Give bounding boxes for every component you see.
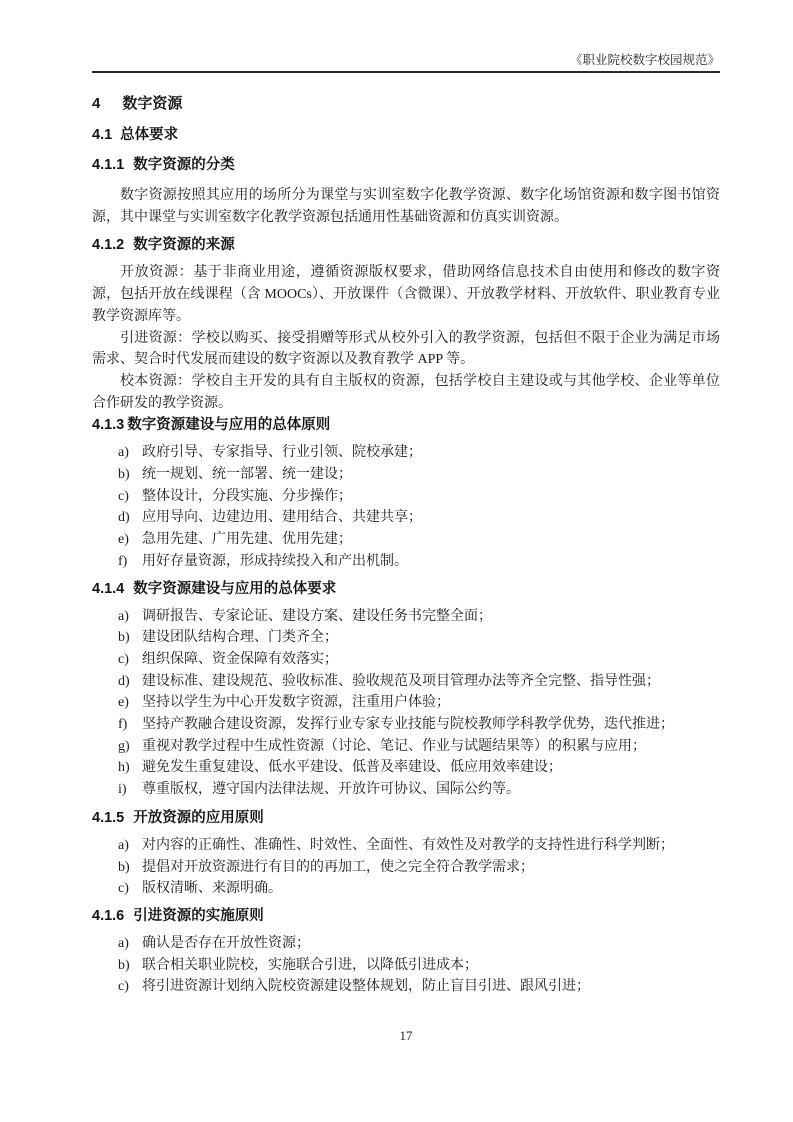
list-item — [118, 857, 720, 879]
list-item-text: 建设标准、建设规范、验收标准、验收规范及项目管理办法等齐全完整、指导性强； — [142, 673, 660, 689]
list-item — [118, 692, 720, 714]
list-item-label: c) — [118, 979, 129, 995]
list-item — [118, 835, 720, 857]
heading-section-4-1-1 — [92, 155, 720, 175]
heading-number: 4.1.5 — [92, 809, 125, 826]
list-item-text: 调研报告、专家论证、建设方案、建设任务书完整全面； — [142, 608, 492, 624]
list-item-label: a) — [118, 445, 129, 461]
list-item-label: a) — [118, 608, 129, 624]
list-item — [118, 486, 720, 508]
list-item-text: 建设团队结构合理、门类齐全； — [142, 630, 338, 646]
section-4-1-6-list — [92, 933, 720, 998]
heading-text: 总体要求 — [120, 127, 179, 143]
list-item-label: a) — [118, 935, 129, 951]
list-item-text: 组织保障、资金保障有效落实； — [142, 651, 338, 667]
list-item-text: 统一规划、统一部署、统一建设； — [142, 467, 352, 483]
heading-text: 数字资源建设与应用的总体原则 — [127, 417, 331, 434]
heading-text: 数字资源的分类 — [133, 157, 235, 173]
page-footer — [92, 1028, 720, 1044]
list-item-label: e) — [118, 532, 129, 548]
list-item — [118, 714, 720, 736]
list-item-label: i) — [118, 782, 127, 798]
list-item-label: b) — [118, 467, 130, 483]
list-item-label: c) — [118, 488, 129, 504]
section-4-1-1-body — [92, 185, 720, 228]
list-item — [118, 976, 720, 998]
heading-chapter-4 — [92, 94, 720, 114]
heading-number: 4.1.6 — [92, 907, 125, 924]
list-item-text: 版权清晰、来源明确。 — [142, 881, 282, 897]
list-item-label: c) — [118, 651, 129, 667]
list-item — [118, 606, 720, 628]
list-item — [118, 627, 720, 649]
list-item — [118, 933, 720, 955]
section-4-1-4-list — [92, 606, 720, 801]
page-number: 17 — [399, 1028, 413, 1044]
heading-number: 4.1.2 — [92, 237, 125, 254]
heading-section-4-1-3 — [92, 415, 720, 435]
section-4-1-5-list — [92, 835, 720, 900]
list-item — [118, 878, 720, 900]
heading-text: 数字资源 — [122, 95, 183, 112]
heading-number: 4.1.1 — [92, 157, 125, 173]
header-title: 《职业院校数字校园规范》 — [569, 53, 720, 67]
list-item — [118, 757, 720, 779]
list-item-text: 坚持以学生为中心开发数字资源，注重用户体验； — [142, 695, 450, 711]
list-item-label: b) — [118, 859, 130, 875]
list-item-label: d) — [118, 510, 130, 526]
list-item — [118, 442, 720, 464]
list-item — [118, 736, 720, 758]
list-item-text: 急用先建、广用先建、优用先建； — [142, 532, 352, 548]
heading-section-4-1-2 — [92, 235, 720, 255]
list-item-text: 对内容的正确性、准确性、时效性、全面性、有效性及对教学的支持性进行科学判断； — [142, 837, 674, 853]
list-item-label: a) — [118, 837, 129, 853]
list-item — [118, 649, 720, 671]
list-item-text: 用好存量资源，形成持续投入和产出机制。 — [142, 553, 408, 569]
list-item-label: b) — [118, 630, 130, 646]
paragraph: 校本资源：学校自主开发的具有自主版权的资源，包括学校自主建设或与其他学校、企业等单位合作研发的教学资源。 — [92, 373, 720, 411]
list-item-text: 确认是否存在开放性资源； — [142, 935, 310, 951]
heading-section-4-1 — [92, 125, 720, 145]
list-item-text: 尊重版权，遵守国内法律法规、开放许可协议、国际公约等。 — [142, 782, 520, 798]
heading-text: 数字资源建设与应用的总体要求 — [133, 580, 337, 597]
list-item — [118, 464, 720, 486]
list-item-label: e) — [118, 695, 129, 711]
list-item — [118, 529, 720, 551]
heading-text: 引进资源的实施原则 — [133, 907, 264, 924]
section-4-1-2-body — [92, 262, 720, 414]
heading-section-4-1-6 — [92, 906, 720, 926]
heading-section-4-1-4 — [92, 579, 720, 599]
list-item-label: f) — [118, 717, 128, 733]
list-item-text: 避免发生重复建设、低水平建设、低普及率建设、低应用效率建设； — [142, 760, 562, 776]
list-item-label: g) — [118, 738, 130, 754]
list-item — [118, 779, 720, 801]
list-item — [118, 955, 720, 977]
list-item — [118, 507, 720, 529]
heading-number: 4.1 — [92, 127, 113, 143]
list-item-text: 重视对教学过程中生成性资源（讨论、笔记、作业与试题结果等）的积累与应用； — [142, 738, 646, 754]
heading-section-4-1-5 — [92, 808, 720, 828]
list-item-label: c) — [118, 881, 129, 897]
heading-number: 4.1.4 — [92, 580, 125, 597]
list-item-text: 将引进资源计划纳入院校资源建设整体规划，防止盲目引进、跟风引进； — [142, 979, 590, 995]
paragraph: 数字资源按照其应用的场所分为课堂与实训室数字化教学资源、数字化场馆资源和数字图书馆资源，其中课堂与实训室数字化教学资源包括通用性基础资源和仿真实训资源。 — [92, 188, 720, 225]
list-item-label: d) — [118, 673, 130, 689]
list-item — [118, 671, 720, 693]
list-item-label: b) — [118, 957, 130, 973]
paragraph: 引进资源：学校以购买、接受捐赠等形式从校外引入的教学资源，包括但不限于企业为满足市场需求、契合时代发展而建设的数字资源以及教育教学 APP 等。 — [92, 330, 720, 368]
list-item-text: 应用导向、边建边用、建用结合、共建共享； — [142, 510, 422, 526]
section-4-1-3-list — [92, 442, 720, 572]
list-item-text: 政府引导、专家指导、行业引领、院校承建； — [142, 445, 422, 461]
list-item — [118, 551, 720, 573]
paragraph: 开放资源：基于非商业用途，遵循资源版权要求，借助网络信息技术自由使用和修改的数字资源，包括开放在线课程（含 MOOCs）、开放课件（含微课）、开放教学材料、开放软件、职业教育专业教学资源库等。 — [92, 265, 720, 324]
heading-text: 数字资源的来源 — [133, 237, 235, 254]
content-column — [92, 53, 720, 1044]
heading-number: 4 — [92, 95, 101, 112]
list-item-text: 坚持产教融合建设资源，发挥行业专家专业技能与院校教师学科教学优势，迭代推进； — [142, 717, 674, 733]
list-item-text: 提倡对开放资源进行有目的的再加工，使之完全符合教学需求； — [142, 859, 534, 875]
list-item-text: 联合相关职业院校，实施联合引进，以降低引进成本； — [142, 957, 478, 973]
list-item-label: f) — [118, 553, 128, 569]
heading-text: 开放资源的应用原则 — [133, 809, 264, 826]
heading-number: 4.1.3 — [92, 417, 125, 434]
list-item-text: 整体设计，分段实施、分步操作； — [142, 488, 352, 504]
list-item-label: h) — [118, 760, 130, 776]
header-rule — [92, 71, 720, 73]
